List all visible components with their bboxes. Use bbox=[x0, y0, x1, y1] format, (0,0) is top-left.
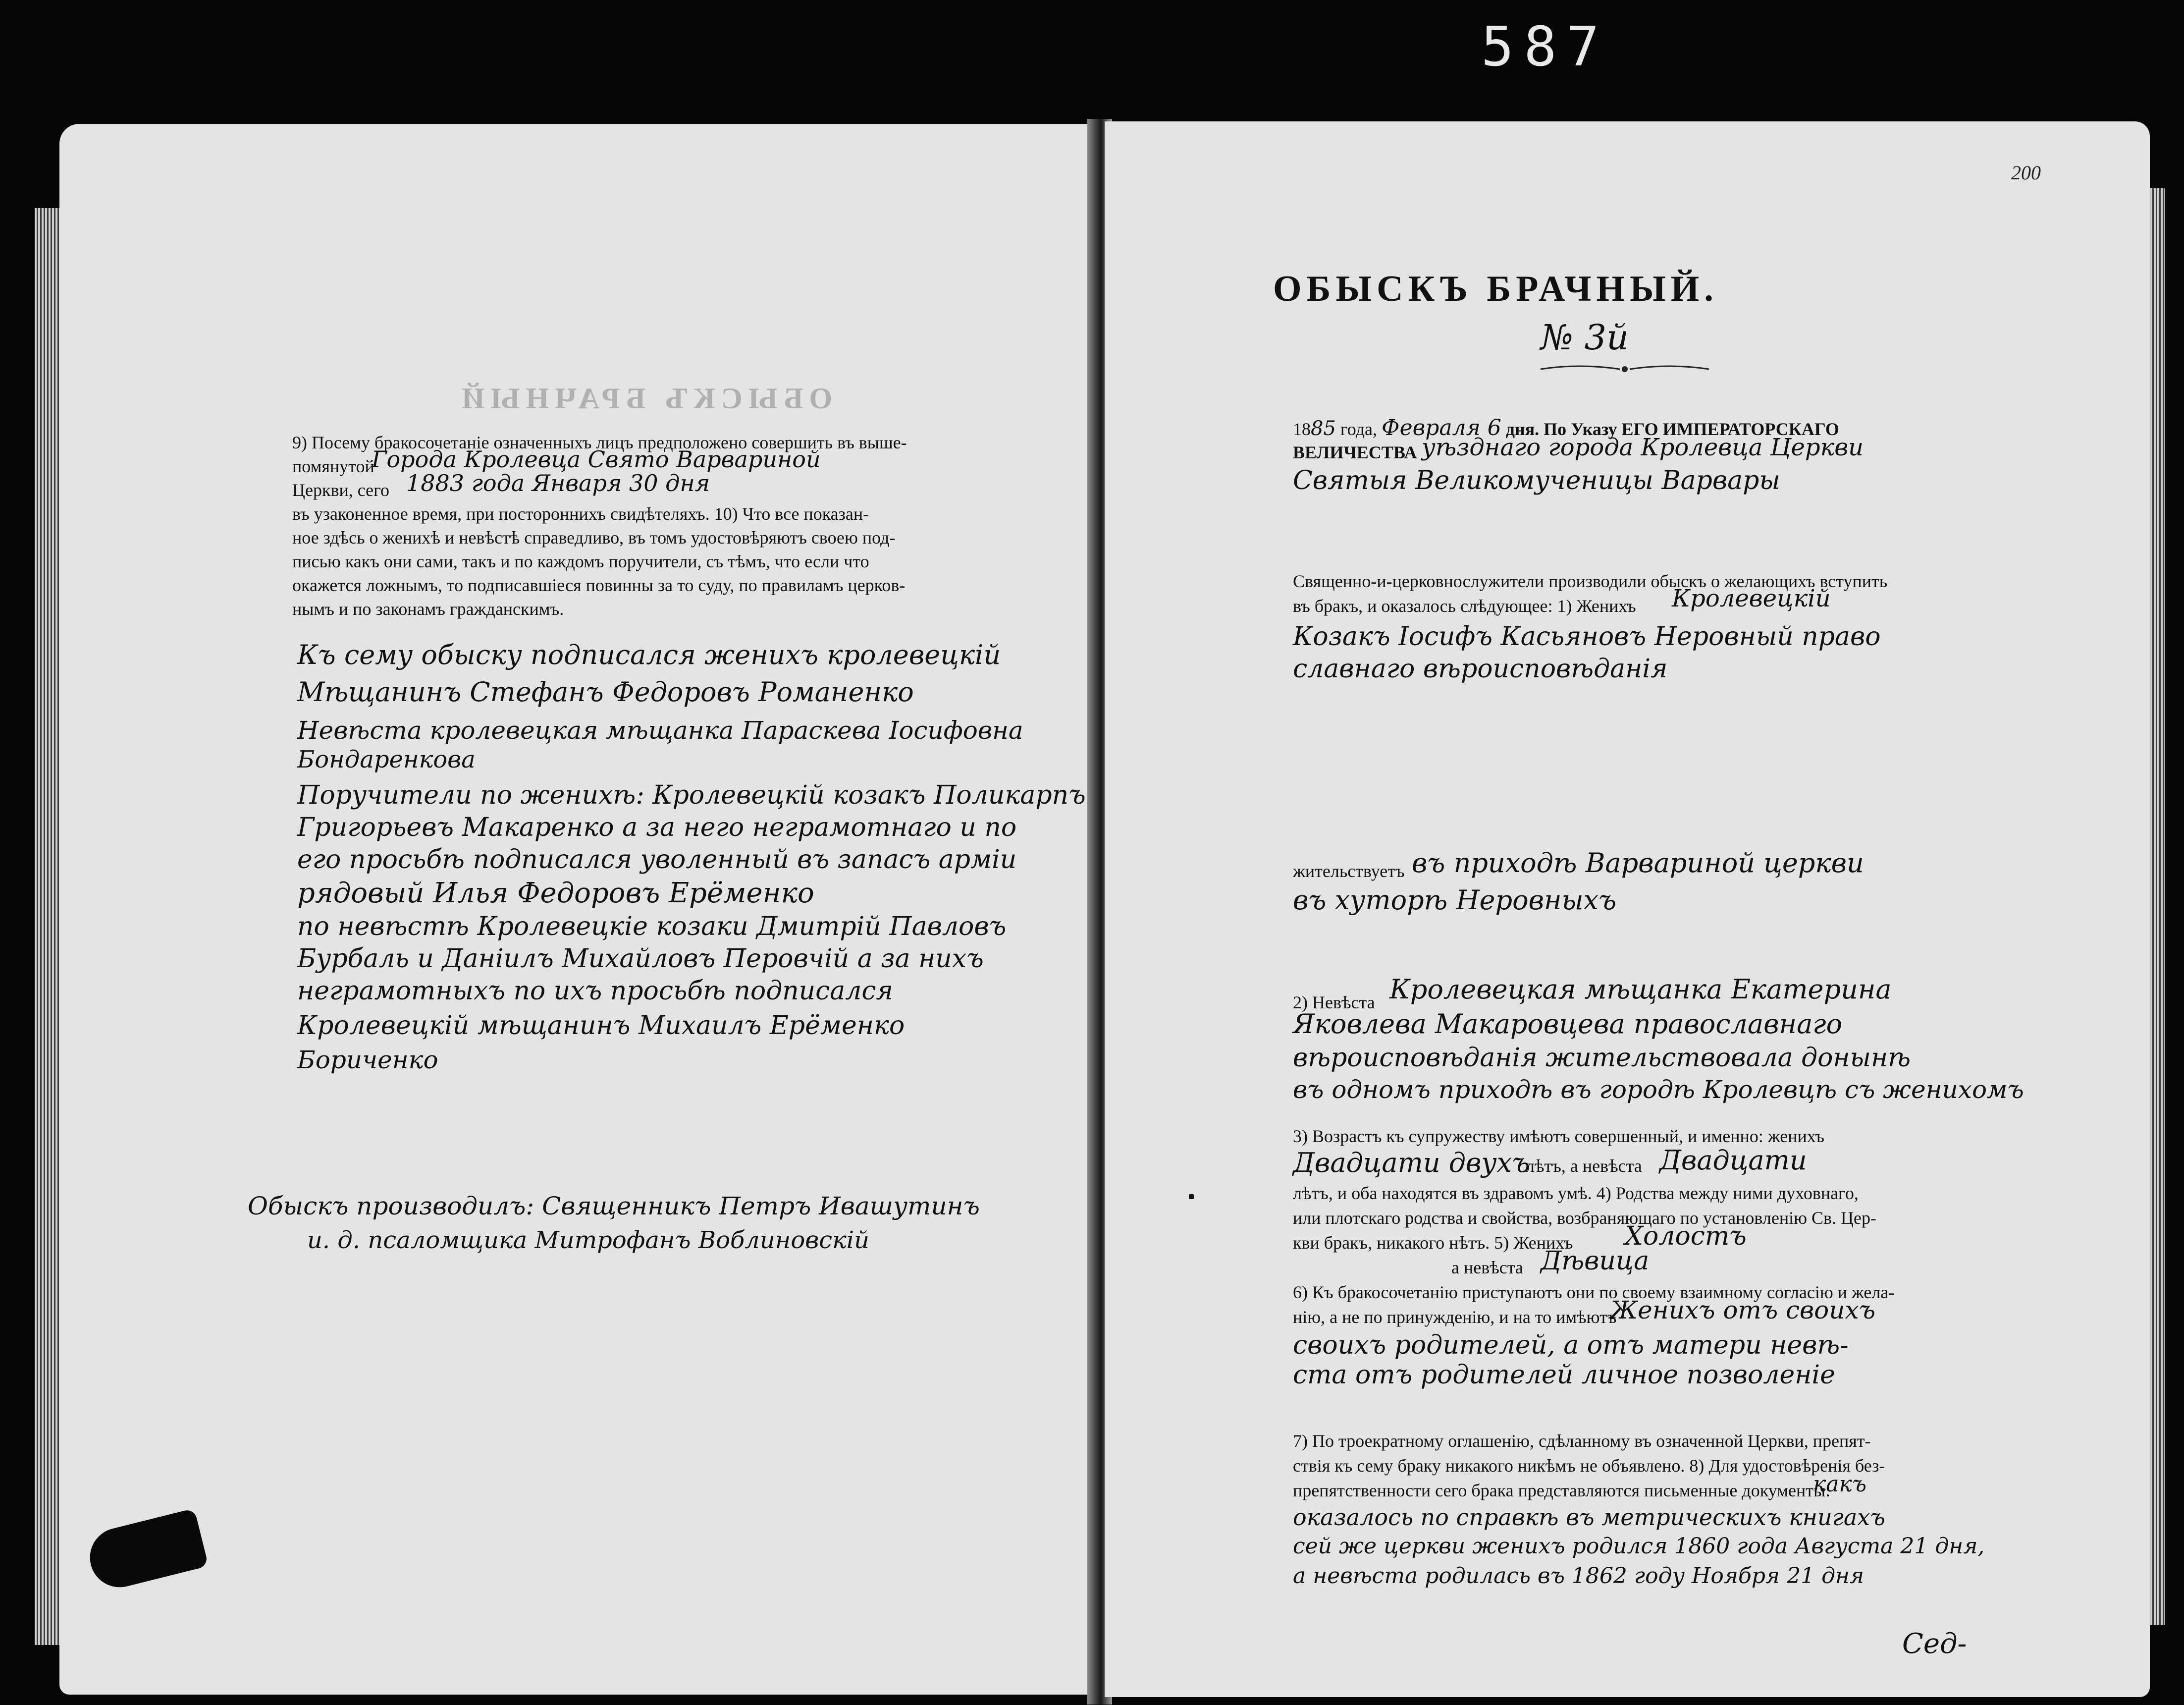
handwritten-line: Мѣщанинъ Стефанъ Федоровъ Романенко bbox=[297, 676, 914, 708]
groom-hand: славнаго вѣроисповѣданія bbox=[1293, 654, 1668, 684]
ornament-divider bbox=[1536, 359, 1714, 379]
catchword: Сед- bbox=[1902, 1628, 1967, 1660]
bride-hand: Кролевецкая мѣщанка Екатерина bbox=[1389, 974, 1892, 1005]
right-page bbox=[1105, 121, 2150, 1697]
age-groom-hand: Двадцати двухъ bbox=[1293, 1147, 1530, 1178]
bride-status-label: а невѣста bbox=[1451, 1258, 1523, 1277]
age-line: лѣтъ, и оба находятся въ здравомъ умѣ. 4) Родства между ними духовнаго, bbox=[1293, 1183, 1859, 1203]
handwritten-line: неграмотныхъ по ихъ просьбѣ подписался bbox=[297, 976, 893, 1006]
bride-label: 2) Невѣста bbox=[1293, 992, 1375, 1012]
printed-line: писью какъ они сами, такъ и по каждомъ поручители, съ тѣмъ, что если что bbox=[292, 551, 869, 571]
handwritten-line: Невѣста кролевецкая мѣщанка Параскева Іосифовна bbox=[297, 716, 1023, 745]
consent-line: 6) Къ бракосочетанію приступаютъ они по своему взаимному согласію и жела- bbox=[1293, 1282, 1895, 1302]
age-line: 3) Возрастъ къ супружеству имѣютъ совершенный, и именно: женихъ bbox=[1293, 1126, 1824, 1146]
search-performed-by: Обыскъ производилъ: Священникъ Петръ Ивашутинъ bbox=[248, 1192, 980, 1220]
year-hand: 85 bbox=[1311, 417, 1336, 440]
printed-line: помянутой bbox=[292, 456, 374, 476]
clergy-line: Священно-и-церковнослужители производили обыскъ о желающихъ вступить bbox=[1293, 571, 1888, 591]
bleed-through-title: ОБЫСКЪ БРАЧНЫЙ bbox=[456, 382, 833, 415]
handwritten-line: Поручители по женихѣ: Кролевецкій козакъ Поликарпъ bbox=[297, 780, 1086, 810]
record-number: № 3й bbox=[1541, 317, 1629, 358]
frame-number: 587 bbox=[1481, 15, 1609, 78]
bride-status-hand: Дѣвица bbox=[1541, 1246, 1650, 1276]
age-mid: лѣтъ, а невѣста bbox=[1526, 1156, 1642, 1176]
documents-hand: какъ bbox=[1813, 1472, 1867, 1497]
handwritten-parish: Города Кролевца Свято Варвариной bbox=[372, 446, 821, 473]
majesty-word: ВЕЛИЧЕСТВА bbox=[1293, 442, 1417, 462]
printed-line: въ узаконенное время, при постороннихъ свидѣтеляхъ. 10) Что все показан- bbox=[292, 504, 869, 524]
handwritten-line: Къ сему обыску подписался женихъ кролевецкій bbox=[297, 639, 1001, 670]
bride-hand: Яковлева Макаровцева православнаго bbox=[1293, 1008, 1843, 1040]
consent-hand: ста отъ родителей личное позволеніе bbox=[1293, 1360, 1835, 1390]
printed-line: 9) Посему бракосочетаніе означенныхъ лицъ предположено совершить въ выше- bbox=[292, 433, 907, 452]
consent-hand: Женихъ отъ своихъ bbox=[1610, 1296, 1875, 1324]
handwritten-line: Бурбаль и Даніилъ Михайловъ Перовчій а за нихъ bbox=[297, 944, 984, 974]
handwritten-line: по невѣстѣ Кролевецкіе козаки Дмитрій Павловъ bbox=[297, 912, 1007, 941]
page-number: 200 bbox=[2011, 162, 2041, 184]
church-hand-1: уѣзднаго города Кролевца Церкви bbox=[1422, 434, 1864, 461]
bride-hand: вѣроисповѣданія жительствовала донынѣ bbox=[1293, 1043, 1911, 1073]
handwritten-line: его просьбѣ подписался уволенный въ запасъ арміи bbox=[297, 845, 1017, 875]
bride-hand: въ одномъ приходѣ въ городѣ Кролевцѣ съ женихомъ bbox=[1293, 1075, 2024, 1104]
age-line: или плотскаго родства и свойства, возбраняющаго по установленію Св. Цер- bbox=[1293, 1208, 1876, 1228]
printed-line: нымъ и по законамъ гражданскимъ. bbox=[292, 599, 564, 619]
handwritten-line: Бориченко bbox=[297, 1045, 438, 1074]
year-suffix: года, bbox=[1340, 419, 1378, 439]
documents-hand: сей же церкви женихъ родился 1860 года Августа 21 дня, bbox=[1293, 1534, 1985, 1559]
age-bride-hand: Двадцати bbox=[1659, 1145, 1807, 1176]
month-hand: Февраля 6 bbox=[1382, 415, 1501, 440]
handwritten-line: рядовый Илья Федоровъ Ерёменко bbox=[297, 877, 814, 909]
printed-line: ное здѣсь о женихѣ и невѣстѣ справедливо, въ томъ удостовѣряютъ своею под- bbox=[292, 528, 896, 548]
handwritten-line: Бондаренкова bbox=[297, 746, 476, 773]
handwritten-line: Григорьевъ Макаренко а за него неграмотнаго и по bbox=[297, 813, 1017, 842]
banns-line: 7) По троекратному оглашенію, сдѣланному въ означенной Церкви, препят- bbox=[1293, 1431, 1871, 1451]
documents-hand: а невѣста родилась въ 1862 году Ноября 21 дня bbox=[1293, 1563, 1864, 1589]
residence-hand: въ хуторѣ Неровныхъ bbox=[1293, 884, 1617, 916]
groom-hand: Кролевецкій bbox=[1672, 585, 1831, 612]
consent-line: нію, а не по принужденію, и на то имѣютъ bbox=[1293, 1307, 1617, 1327]
psalmist-signature: и. д. псаломщика Митрофанъ Воблиновскій bbox=[307, 1226, 870, 1254]
intro-rest: дня. По Указу ЕГО ИМПЕРАТОРСКАГО bbox=[1505, 419, 1839, 439]
consent-hand: своихъ родителей, а отъ матери невѣ- bbox=[1293, 1330, 1849, 1360]
age-line: кви бракъ, никакого нѣтъ. 5) Женихъ bbox=[1293, 1233, 1573, 1253]
ink-mark bbox=[1189, 1194, 1194, 1199]
year-prefix: 18 bbox=[1293, 419, 1311, 439]
handwritten-date: 1883 года Января 30 дня bbox=[406, 470, 710, 496]
handwritten-line: Кролевецкій мѣщанинъ Михаилъ Ерёменко bbox=[297, 1011, 905, 1041]
banns-line: ствія къ сему браку никакого никѣмъ не объявлено. 8) Для удостовѣренія без- bbox=[1293, 1456, 1885, 1476]
form-title: ОБЫСКЪ БРАЧНЫЙ. bbox=[1273, 269, 1718, 309]
residence-label: жительствуетъ bbox=[1293, 861, 1405, 881]
church-hand-2: Святыя Великомученицы Варвары bbox=[1293, 466, 1780, 495]
left-page bbox=[59, 124, 1095, 1695]
banns-line: препятственности сего брака представляются письменные документы: bbox=[1293, 1481, 1831, 1500]
printed-line: Церкви, сего bbox=[292, 480, 389, 500]
groom-hand: Козакъ Іосифъ Касьяновъ Неровный право bbox=[1293, 622, 1881, 652]
printed-line: окажется ложнымъ, то подписавшіеся повинны за то суду, по правиламъ церков- bbox=[292, 575, 906, 595]
residence-hand: въ приходѣ Варвариной церкви bbox=[1412, 847, 1864, 879]
groom-status-hand: Холостъ bbox=[1625, 1221, 1747, 1251]
documents-hand: оказалось по справкѣ въ метрическихъ книгахъ bbox=[1293, 1504, 1885, 1531]
clergy-line: въ бракъ, и оказалось слѣдующее: 1) Женихъ bbox=[1293, 596, 1636, 616]
